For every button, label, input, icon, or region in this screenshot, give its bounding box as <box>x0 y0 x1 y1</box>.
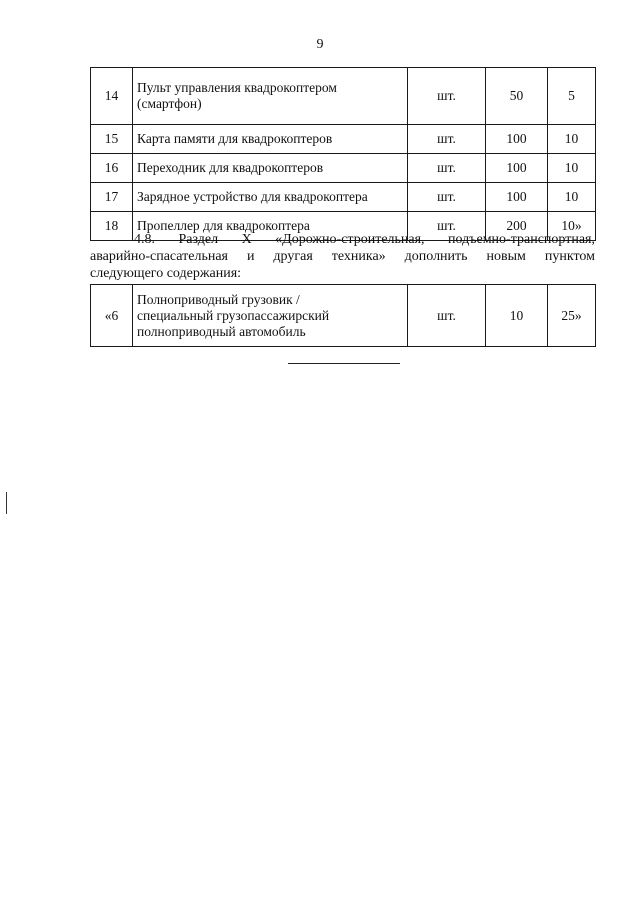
item-quantity: 100 <box>486 125 548 154</box>
paragraph-line: следующего содержания: <box>90 266 242 281</box>
amendment-paragraph <box>90 231 595 282</box>
row-number: 17 <box>91 183 133 212</box>
item-name <box>133 68 408 125</box>
table-row <box>91 285 596 347</box>
item-name: Зарядное устройство для квадрокоптера <box>133 183 408 212</box>
item-quantity: 100 <box>486 183 548 212</box>
table-row <box>91 154 596 183</box>
item-name <box>133 285 408 347</box>
item-term: 10 <box>548 125 596 154</box>
item-quantity: 100 <box>486 154 548 183</box>
item-name-line: (смартфон) <box>137 96 202 111</box>
item-unit: шт. <box>408 212 486 241</box>
page-number: 9 <box>316 37 324 52</box>
table-row <box>91 68 596 125</box>
row-number: 14 <box>91 68 133 125</box>
item-name: Карта памяти для квадрокоптеров <box>133 125 408 154</box>
paragraph-line: аварийно-спасательная и другая техника» дополнить новым пунктом <box>90 249 595 264</box>
item-name-line: Полноприводный грузовик / <box>137 291 300 307</box>
item-unit: шт. <box>408 285 486 347</box>
item-name-line: полноприводный автомобиль <box>137 323 306 339</box>
table-row <box>91 125 596 154</box>
item-name-line: Пульт управления квадрокоптером <box>137 80 337 95</box>
margin-mark <box>6 492 7 514</box>
item-term: 10 <box>548 154 596 183</box>
end-divider <box>288 363 400 364</box>
row-number: 16 <box>91 154 133 183</box>
row-number: 15 <box>91 125 133 154</box>
item-term: 10 <box>548 183 596 212</box>
item-unit: шт. <box>408 125 486 154</box>
item-term: 25» <box>548 285 596 347</box>
item-term: 5 <box>548 68 596 125</box>
item-term: 10» <box>548 212 596 241</box>
table-row <box>91 183 596 212</box>
item-quantity: 10 <box>486 285 548 347</box>
item-quantity: 200 <box>486 212 548 241</box>
item-unit: шт. <box>408 154 486 183</box>
item-name-line: специальный грузопассажирский <box>137 307 330 323</box>
item-unit: шт. <box>408 68 486 125</box>
added-item-table <box>90 284 596 347</box>
item-quantity: 50 <box>486 68 548 125</box>
item-name: Переходник для квадрокоптеров <box>133 154 408 183</box>
paragraph-line: 4.8. Раздел X «Дорожно-строительная, подъемно-транспортная, <box>134 232 595 247</box>
item-name: Пропеллер для квадрокоптера <box>133 212 408 241</box>
row-number: 18 <box>91 212 133 241</box>
row-number: «6 <box>91 285 133 347</box>
equipment-table <box>90 67 596 241</box>
item-unit: шт. <box>408 183 486 212</box>
